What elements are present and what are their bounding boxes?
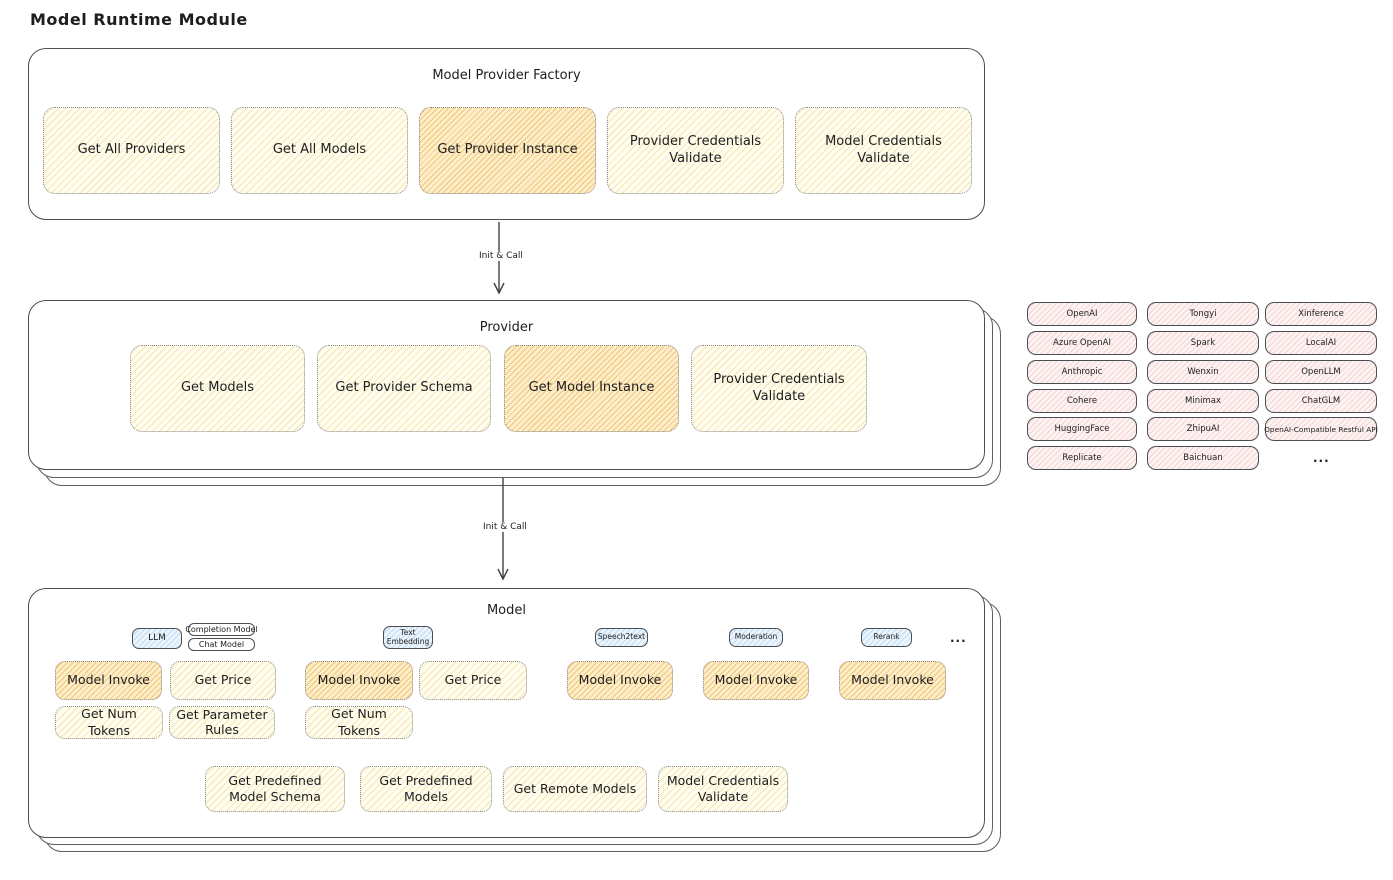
provider-chip-replicate: Replicate	[1027, 446, 1137, 470]
provider-credentials-validate-node-2: Provider Credentials Validate	[691, 345, 867, 432]
moderation-model-invoke-node: Model Invoke	[703, 661, 809, 700]
llm-get-parameter-rules-node: Get Parameter Rules	[169, 706, 275, 739]
init-call-label-1: Init & Call	[475, 251, 527, 261]
tab-chat-model: Chat Model	[188, 638, 255, 651]
get-all-models-node: Get All Models	[231, 107, 408, 194]
provider-chip-tongyi: Tongyi	[1147, 302, 1259, 326]
llm-get-num-tokens-node: Get Num Tokens	[55, 706, 163, 739]
embedding-get-price-node: Get Price	[419, 661, 527, 700]
provider-chip-localai: LocalAI	[1265, 331, 1377, 355]
model-credentials-validate-node-2: Model Credentials Validate	[658, 766, 788, 812]
diagram-title: Model Runtime Module	[30, 10, 248, 29]
rerank-model-invoke-node: Model Invoke	[839, 661, 946, 700]
model-provider-factory-title: Model Provider Factory	[432, 68, 581, 83]
provider-chip-spark: Spark	[1147, 331, 1259, 355]
provider-chip-cohere: Cohere	[1027, 389, 1137, 413]
get-provider-instance-node: Get Provider Instance	[419, 107, 596, 194]
provider-chip-azure-openai: Azure OpenAI	[1027, 331, 1137, 355]
init-call-label-2: Init & Call	[479, 522, 531, 532]
tab-llm: LLM	[132, 628, 182, 649]
provider-chip-openai-compatible: OpenAI-Compatible Restful API	[1265, 417, 1377, 441]
tab-rerank: Rerank	[861, 628, 912, 647]
embedding-model-invoke-node: Model Invoke	[305, 661, 413, 700]
provider-chip-openllm: OpenLLM	[1265, 360, 1377, 384]
provider-chip-baichuan: Baichuan	[1147, 446, 1259, 470]
provider-chip-chatglm: ChatGLM	[1265, 389, 1377, 413]
speech2text-model-invoke-node: Model Invoke	[567, 661, 673, 700]
get-predefined-models-node: Get Predefined Models	[360, 766, 492, 812]
llm-model-invoke-node: Model Invoke	[55, 661, 162, 700]
provider-credentials-validate-node: Provider Credentials Validate	[607, 107, 784, 194]
get-model-instance-node: Get Model Instance	[504, 345, 679, 432]
provider-grid-more: ...	[1313, 451, 1330, 465]
provider-chip-openai: OpenAI	[1027, 302, 1137, 326]
tab-speech2text: Speech2text	[595, 628, 648, 647]
get-models-node: Get Models	[130, 345, 305, 432]
get-remote-models-node: Get Remote Models	[503, 766, 647, 812]
provider-chip-zhipuai: ZhipuAI	[1147, 417, 1259, 441]
tab-moderation: Moderation	[729, 628, 783, 647]
embedding-get-num-tokens-node: Get Num Tokens	[305, 706, 413, 739]
provider-chip-huggingface: HuggingFace	[1027, 417, 1137, 441]
llm-get-price-node: Get Price	[170, 661, 276, 700]
provider-chip-minimax: Minimax	[1147, 389, 1259, 413]
provider-chip-wenxin: Wenxin	[1147, 360, 1259, 384]
tab-text-embedding: Text Embedding	[383, 626, 433, 649]
model-title: Model	[486, 603, 527, 618]
get-provider-schema-node: Get Provider Schema	[317, 345, 491, 432]
get-predefined-model-schema-node: Get Predefined Model Schema	[205, 766, 345, 812]
get-all-providers-node: Get All Providers	[43, 107, 220, 194]
provider-title: Provider	[479, 320, 534, 335]
model-credentials-validate-node: Model Credentials Validate	[795, 107, 972, 194]
provider-chip-xinference: Xinference	[1265, 302, 1377, 326]
provider-chip-anthropic: Anthropic	[1027, 360, 1137, 384]
tabs-more: ...	[950, 631, 967, 645]
tab-completion-model: Completion Model	[185, 625, 258, 634]
